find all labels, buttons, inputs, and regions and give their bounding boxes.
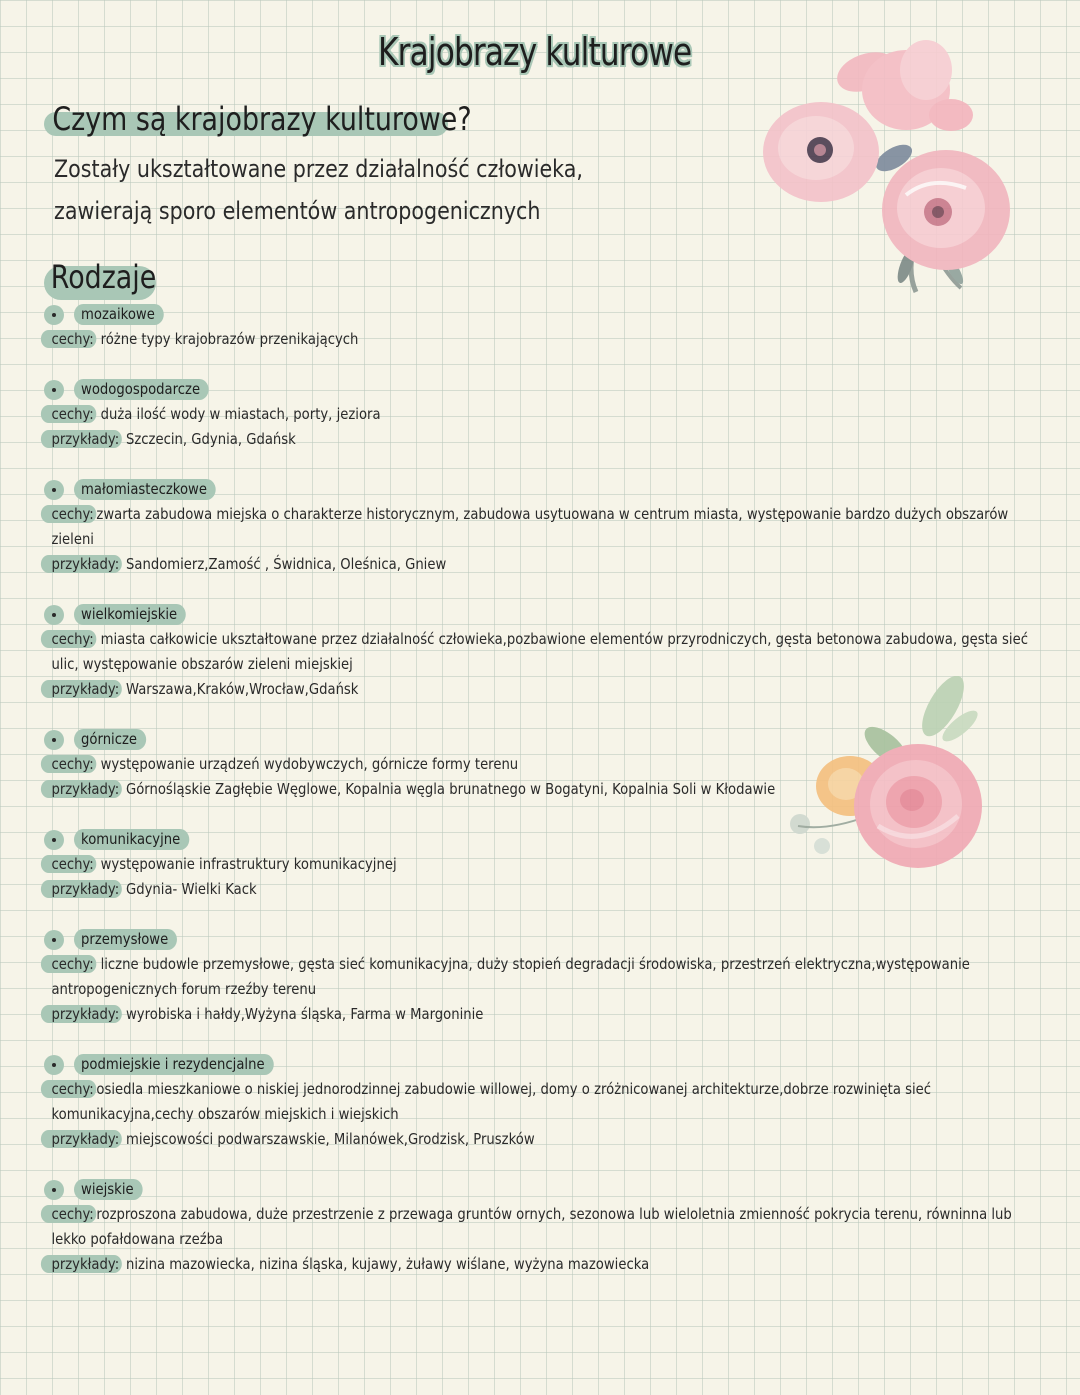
examples-text: Szczecin, Gdynia, Gdańsk bbox=[121, 430, 296, 448]
features-label: cechy: bbox=[41, 955, 97, 973]
question-heading bbox=[44, 100, 553, 142]
question-text: Czym są krajobrazy kulturowe? bbox=[52, 100, 472, 138]
bullet-icon bbox=[44, 930, 64, 950]
features-label: cechy: bbox=[41, 855, 97, 873]
type-name: komunikacyjne bbox=[74, 829, 189, 850]
features-line bbox=[40, 502, 1041, 552]
bullet-icon bbox=[44, 1055, 64, 1075]
bullet-icon bbox=[44, 380, 64, 400]
features-label: cechy: bbox=[41, 630, 97, 648]
examples-label: przykłady: bbox=[41, 1255, 122, 1273]
examples-label: przykłady: bbox=[41, 430, 122, 448]
examples-line bbox=[40, 1127, 1041, 1152]
examples-line bbox=[40, 1252, 1041, 1277]
list-item bbox=[40, 302, 1030, 352]
page-title: Krajobrazy kulturowe bbox=[378, 30, 692, 74]
bullet-icon bbox=[44, 305, 64, 325]
examples-label: przykłady: bbox=[41, 1130, 122, 1148]
pink-flower-bouquet-icon bbox=[756, 30, 1012, 300]
features-text: różne typy krajobrazów przenikających bbox=[96, 330, 359, 348]
features-label: cechy: bbox=[41, 405, 97, 423]
examples-text: Gdynia- Wielki Kack bbox=[121, 880, 257, 898]
features-line bbox=[40, 627, 1041, 677]
features-line bbox=[40, 952, 1041, 1002]
features-text: liczne budowle przemysłowe, gęsta sieć komunikacyjna, duży stopień degradacji środowiska, przestrzeń elektryczna,występowanie antropogenicznych forum rzeźby terenu bbox=[51, 955, 970, 998]
features-text: występowanie urządzeń wydobywczych, górnicze formy terenu bbox=[96, 755, 519, 773]
examples-text: Górnośląskie Zagłębie Węglowe, Kopalnia węgla brunatnego w Bogatyni, Kopalnia Soli w Kłodawie bbox=[121, 780, 776, 798]
type-name: małomiasteczkowe bbox=[74, 479, 216, 500]
section-title: Rodzaje bbox=[50, 258, 157, 296]
type-name: podmiejskie i rezydencjalne bbox=[74, 1054, 273, 1075]
examples-label: przykłady: bbox=[41, 680, 122, 698]
examples-text: wyrobiska i hałdy,Wyżyna śląska, Farma w Margoninie bbox=[121, 1005, 484, 1023]
intro-line-2: zawierają sporo elementów antropogenicznych bbox=[54, 197, 541, 225]
pink-rose-bouquet-icon bbox=[778, 676, 998, 896]
intro-line-1: Zostały ukształtowane przez działalność człowieka, bbox=[54, 155, 583, 183]
examples-line bbox=[40, 427, 1041, 452]
type-name: mozaikowe bbox=[74, 304, 164, 325]
type-name: wodogospodarcze bbox=[74, 379, 209, 400]
features-text: występowanie infrastruktury komunikacyjnej bbox=[96, 855, 397, 873]
type-name: wielkomiejskie bbox=[74, 604, 186, 625]
section-heading bbox=[44, 258, 178, 296]
list-item bbox=[40, 477, 1030, 577]
examples-label: przykłady: bbox=[41, 880, 122, 898]
type-name: wiejskie bbox=[74, 1179, 142, 1200]
list-item bbox=[40, 377, 1030, 452]
features-line bbox=[40, 1202, 1041, 1252]
features-line bbox=[40, 402, 1041, 427]
features-label: cechy: bbox=[41, 755, 97, 773]
examples-label: przykłady: bbox=[41, 780, 122, 798]
examples-label: przykłady: bbox=[41, 555, 122, 573]
features-label: cechy: bbox=[41, 505, 97, 523]
list-item bbox=[40, 1052, 1030, 1152]
bullet-icon bbox=[44, 605, 64, 625]
features-label: cechy: bbox=[41, 1205, 97, 1223]
features-label: cechy: bbox=[41, 1080, 97, 1098]
examples-line bbox=[40, 1002, 1041, 1027]
examples-text: Warszawa,Kraków,Wrocław,Gdańsk bbox=[121, 680, 359, 698]
features-text: duża ilość wody w miastach, porty, jeziora bbox=[96, 405, 381, 423]
features-text: rozproszona zabudowa, duże przestrzenie z przewaga gruntów ornych, sezonowa lub wieloletnia zmienność pokrycia terenu, równinna lub lekko pofałdowana rzeźba bbox=[51, 1205, 1012, 1248]
features-line bbox=[40, 1077, 1041, 1127]
list-item bbox=[40, 927, 1030, 1027]
examples-text: miejscowości podwarszawskie, Milanówek,Grodzisk, Pruszków bbox=[121, 1130, 535, 1148]
type-name: górnicze bbox=[74, 729, 146, 750]
features-text: miasta całkowicie ukształtowane przez działalność człowieka,pozbawione elementów przyrodniczych, gęsta betonowa zabudowa, gęsta sieć ulic, występowanie obszarów zieleni miejskiej bbox=[51, 630, 1028, 673]
examples-label: przykłady: bbox=[41, 1005, 122, 1023]
features-text: zwarta zabudowa miejska o charakterze historycznym, zabudowa usytuowana w centrum miasta, występowanie bardzo dużych obszarów zieleni bbox=[51, 505, 1009, 548]
features-line bbox=[40, 327, 1041, 352]
examples-line bbox=[40, 552, 1041, 577]
examples-text: nizina mazowiecka, nizina śląska, kujawy, żuławy wiślane, wyżyna mazowiecka bbox=[121, 1255, 650, 1273]
list-item bbox=[40, 1177, 1030, 1277]
features-text: osiedla mieszkaniowe o niskiej jednorodzinnej zabudowie willowej, domy o zróżnicowanej architekturze,dobrze rozwinięta sieć komunikacyjna,cechy obszarów miejskich i wiejskich bbox=[51, 1080, 932, 1123]
bullet-icon bbox=[44, 730, 64, 750]
features-label: cechy: bbox=[41, 330, 97, 348]
intro-text bbox=[54, 148, 583, 232]
type-name: przemysłowe bbox=[74, 929, 177, 950]
examples-text: Sandomierz,Zamość , Świdnica, Oleśnica, Gniew bbox=[121, 555, 447, 573]
bullet-icon bbox=[44, 1180, 64, 1200]
bullet-icon bbox=[44, 830, 64, 850]
bullet-icon bbox=[44, 480, 64, 500]
